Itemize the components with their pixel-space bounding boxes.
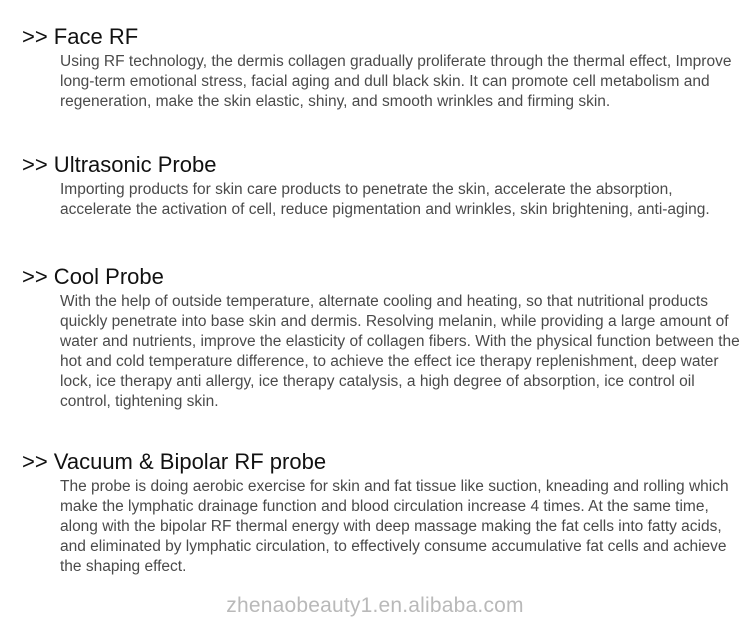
section-heading: >> Vacuum & Bipolar RF probe: [22, 449, 327, 474]
section-body: The probe is doing aerobic exercise for skin and fat tissue like suction, kneading and rolling which make the lymphatic drainage function and blood circulation increase 4 times. At the same time, along with the bipolar RF thermal energy with deep massage making the fat cells into fatty acids, and eliminated by lymphatic circulation, to effectively consume accumulative fat cells and achieve the shaping effect.: [60, 478, 729, 575]
section-heading: >> Face RF: [22, 24, 139, 49]
section-face-rf: [22, 24, 742, 112]
section-body: Importing products for skin care products to penetrate the skin, accelerate the absorption, accelerate the activation of cell, reduce pigmentation and wrinkles, skin brightening, anti-aging.: [60, 181, 710, 218]
watermark-text: zhenaobeauty1.en.alibaba.com: [226, 594, 524, 617]
section-body: With the help of outside temperature, alternate cooling and heating, so that nutritional products quickly penetrate into base skin and dermis. Resolving melanin, while providing a large amount of water and nutrients, improve the elasticity of collagen fibers. With the physical function between the hot and cold temperature difference, to achieve the effect ice therapy replenishment, deep water lock, ice therapy anti allergy, ice therapy catalysis, a high degree of absorption, ice control oil control, tightening skin.: [60, 293, 740, 410]
section-body: Using RF technology, the dermis collagen gradually proliferate through the thermal effect, Improve long-term emotional stress, facial aging and dull black skin. It can promote cell metabolism and regeneration, make the skin elastic, shiny, and smooth wrinkles and firming skin.: [60, 53, 732, 110]
section-cool-probe: [22, 264, 742, 412]
section-vacuum-bipolar-rf-probe: [22, 449, 742, 577]
section-heading: >> Ultrasonic Probe: [22, 152, 217, 177]
section-ultrasonic-probe: [22, 152, 742, 220]
section-heading: >> Cool Probe: [22, 264, 164, 289]
